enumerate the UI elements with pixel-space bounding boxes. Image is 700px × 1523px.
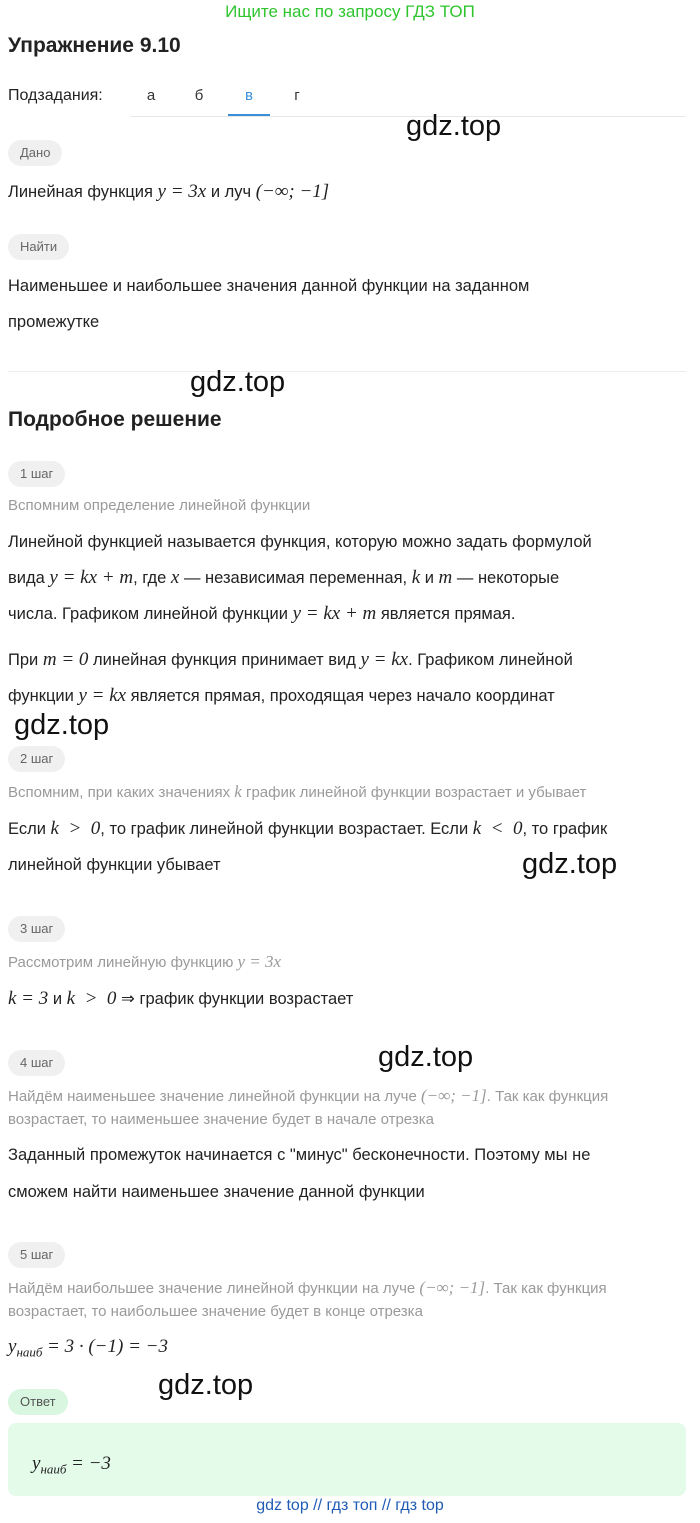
watermark: gdz.top xyxy=(406,110,502,142)
subtasks-label: Подзадания: xyxy=(8,87,103,104)
step-chip: 3 шаг xyxy=(8,916,65,942)
step-hint: возрастает, то наименьшее значение будет в начале отрезка xyxy=(8,1111,434,1128)
page-title: Упражнение 9.10 xyxy=(8,34,181,57)
step-chip: 2 шаг xyxy=(8,746,65,772)
step-text: Если k > 0, то график линейной функции возрастает. Если k < 0, то график xyxy=(8,818,608,839)
find-text-2: промежутке xyxy=(8,313,100,331)
find-text-1: Наименьшее и наибольшее значения данной функции на заданном xyxy=(8,277,530,295)
tab-v[interactable]: в xyxy=(228,80,270,116)
footer-links xyxy=(0,1497,700,1515)
step-chip: 1 шаг xyxy=(8,461,65,487)
watermark: gdz.top xyxy=(378,1041,474,1073)
find-chip: Найти xyxy=(8,234,69,260)
answer-formula: $y_{наиб} = -3$ xyxy=(32,1453,111,1477)
step-text: Линейной функцией называется функция, которую можно задать формулой xyxy=(8,533,592,551)
step-chip: 5 шаг xyxy=(8,1242,65,1268)
step-text: Заданный промежуток начинается с "минус" бесконечности. Поэтому мы не xyxy=(8,1146,591,1164)
step-hint: Найдём наименьшее значение линейной функции на луче (−∞; −1]. Так как функция xyxy=(8,1086,609,1105)
step-hint: Вспомним определение линейной функции xyxy=(8,497,311,514)
divider xyxy=(8,371,686,372)
step-formula: $y_{наиб} = 3 \cdot (-1) = -3$ xyxy=(8,1336,168,1360)
step-hint: Вспомним, при каких значениях k график линейной функции возрастает и убывает xyxy=(8,782,587,801)
step-chip: 4 шаг xyxy=(8,1050,65,1076)
step-text: функции y = kx является прямая, проходящая через начало координат xyxy=(8,685,555,706)
step-hint: Найдём наибольшее значение линейной функции на луче (−∞; −1]. Так как функция xyxy=(8,1278,607,1297)
given-text: Линейная функция y = 3x и луч (−∞; −1] xyxy=(8,181,330,202)
step-text: k = 3 и k > 0 ⇒ график функции возрастает xyxy=(8,988,354,1009)
footer-separator: // xyxy=(313,1497,323,1514)
watermark: gdz.top xyxy=(190,366,286,398)
watermark: gdz.top xyxy=(14,709,110,741)
top-banner[interactable]: Ищите нас по запросу ГДЗ ТОП xyxy=(225,2,475,21)
tab-b[interactable]: б xyxy=(194,87,204,104)
footer-link[interactable]: гдз топ xyxy=(326,1497,378,1514)
watermark: gdz.top xyxy=(522,848,618,880)
footer-separator: // xyxy=(381,1497,391,1514)
step-hint: возрастает, то наибольшее значение будет в конце отрезка xyxy=(8,1303,423,1320)
step-text: линейной функции убывает xyxy=(8,856,221,874)
answer-chip: Ответ xyxy=(8,1389,68,1415)
watermark: gdz.top xyxy=(158,1369,254,1401)
step-hint: Рассмотрим линейную функцию y = 3x xyxy=(8,952,282,971)
footer-link[interactable]: гдз top xyxy=(395,1497,444,1514)
step-text: числа. Графиком линейной функции y = kx + m является прямая. xyxy=(8,603,516,624)
step-text: При m = 0 линейная функция принимает вид y = kx. Графиком линейной xyxy=(8,649,573,670)
tab-a[interactable]: а xyxy=(146,87,156,104)
given-chip: Дано xyxy=(8,140,62,166)
solution-heading: Подробное решение xyxy=(8,408,222,431)
step-text: сможем найти наименьшее значение данной функции xyxy=(8,1183,425,1201)
footer-link[interactable]: gdz top xyxy=(256,1497,309,1514)
step-text: вида y = kx + m, где x — независимая переменная, k и m — некоторые xyxy=(8,567,560,588)
tab-g[interactable]: г xyxy=(294,87,300,104)
